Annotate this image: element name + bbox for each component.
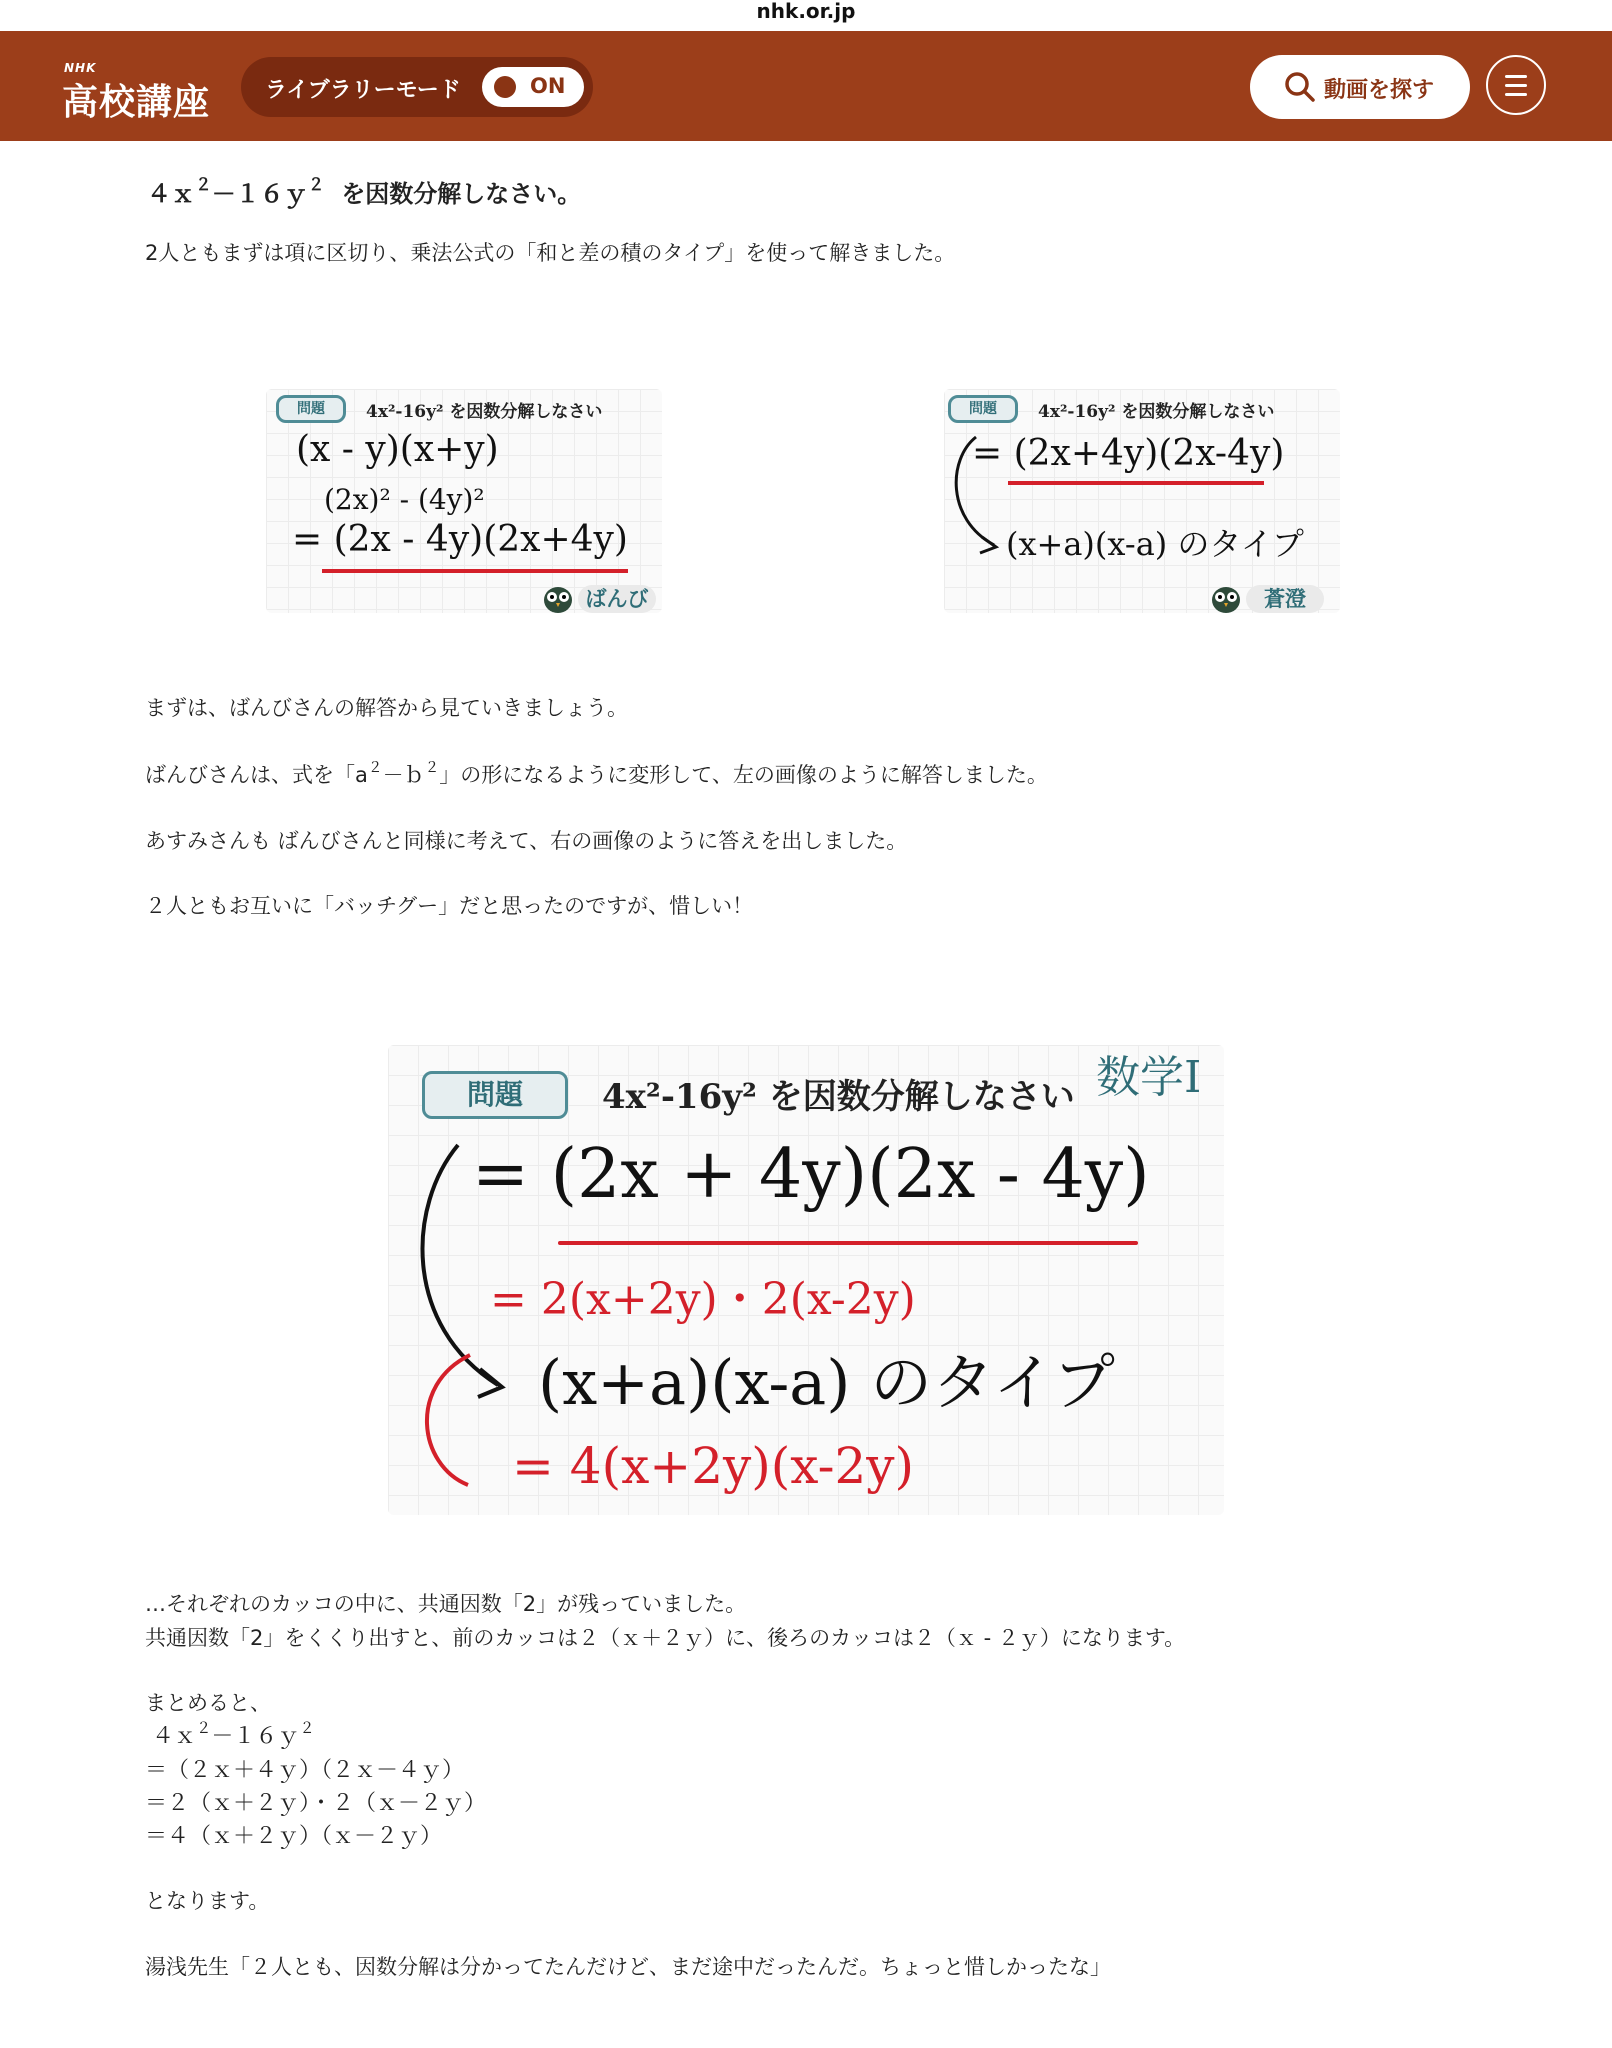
work-line-2: (x+a)(x-a) のタイプ <box>1006 525 1304 563</box>
subject-label: 数学I <box>1096 1052 1202 1103</box>
work-line-4: = 4(x+2y)(x-2y) <box>512 1437 915 1495</box>
work-line-3: (x+a)(x-a) のタイプ <box>538 1346 1116 1419</box>
library-mode-switch[interactable] <box>241 57 593 117</box>
summary-formula: ４ｘ$^2$－１６ｙ$^2$ <box>145 1718 315 1749</box>
work-line-1: = (2x + 4y)(2x - 4y) <box>472 1135 1150 1214</box>
question-tag: 問題 <box>276 395 346 423</box>
answer-underline <box>558 1241 1138 1245</box>
summary-line-2: ＝２（ｘ＋２ｙ）・２（ｘ－２ｙ） <box>145 1791 487 1816</box>
owl-icon <box>1208 583 1244 617</box>
asumi-answer-image <box>944 389 1340 613</box>
work-line-1: (x - y)(x+y) <box>296 429 499 470</box>
url-text: nhk.or.jp <box>756 0 856 23</box>
bambi-answer-image <box>266 389 662 613</box>
summary-label: まとめると、 <box>145 1691 271 1715</box>
owl-icon <box>540 583 576 617</box>
student-name-bambi: ばんび <box>578 585 656 613</box>
paragraph-5: …それぞれのカッコの中に、共通因数「2」が残っていました。 <box>145 1592 747 1616</box>
question-tag: 問題 <box>422 1071 568 1119</box>
work-line-2: = 2(x+2y)・2(x-2y) <box>490 1274 916 1325</box>
logo-name: 高校講座 <box>62 82 211 123</box>
answer-underline <box>322 569 628 573</box>
paragraph-6: 共通因数「2」をくくり出すと、前のカッコは２（ｘ＋２ｙ）に、後ろのカッコは２（ｘ - ２ｙ）になります。 <box>145 1626 1186 1650</box>
summary-line-1: ＝（２ｘ＋４ｙ）（２ｘ－４ｙ） <box>145 1758 465 1783</box>
problem-text: を因数分解しなさい。 <box>341 180 582 208</box>
search-icon <box>1284 71 1316 107</box>
search-video-label: 動画を探す <box>1324 78 1435 103</box>
toggle-knob <box>494 76 516 98</box>
student-name-asumi: 蒼澄 <box>1246 585 1324 613</box>
corrected-answer-image <box>388 1045 1224 1515</box>
work-line-1: = (2x+4y)(2x-4y) <box>972 433 1285 474</box>
paragraph-1: まずは、ばんびさんの解答から見ていきましょう。 <box>145 696 628 720</box>
work-line-2: (2x)² - (4y)² <box>324 483 485 516</box>
search-video-button[interactable] <box>1250 55 1470 119</box>
intro-text: 2人ともまずは項に区切り、乗法公式の「和と差の積のタイプ」を使って解きました。 <box>145 241 956 265</box>
menu-button[interactable] <box>1486 55 1546 115</box>
problem-formula: ４ｘ$^2$－１６ｙ$^2$ <box>147 173 325 208</box>
paragraph-4: ２人ともお互いに「バッチグー」だと思ったのですが、惜しい！ <box>145 894 754 918</box>
library-mode-label: ライブラリーモード <box>265 78 461 103</box>
question-text: 4x²-16y² を因数分解しなさい <box>1038 402 1275 422</box>
paragraph-3: あすみさんも ばんびさんと同様に考えて、右の画像のように答えを出しました。 <box>145 829 908 853</box>
question-tag: 問題 <box>948 395 1018 423</box>
teacher-quote: 湯浅先生「２人とも、因数分解は分かってたんだけど、まだ途中だったんだ。ちょっと惜しかったな」 <box>145 1955 1111 1979</box>
browser-url-bar[interactable] <box>0 0 1612 31</box>
conclusion-text: となります。 <box>145 1889 270 1913</box>
work-line-3: = (2x - 4y)(2x+4y) <box>292 519 628 560</box>
site-header <box>0 31 1612 141</box>
question-text: 4x²-16y² を因数分解しなさい <box>602 1077 1075 1117</box>
curved-arrow-icon <box>944 429 1014 559</box>
problem-statement <box>147 174 581 209</box>
paragraph-2: ばんびさんは、式を「$a^2-b^2$」の形になるように変形して、左の画像のように解答しました。 <box>145 759 1048 787</box>
toggle-state: ON <box>530 74 566 98</box>
summary-line-3: ＝４（ｘ＋２ｙ）（ｘ－２ｙ） <box>145 1824 443 1849</box>
question-text: 4x²-16y² を因数分解しなさい <box>366 402 603 422</box>
logo-brand: NHK <box>64 61 97 75</box>
answer-underline <box>1008 481 1264 485</box>
library-mode-toggle[interactable] <box>482 67 584 107</box>
